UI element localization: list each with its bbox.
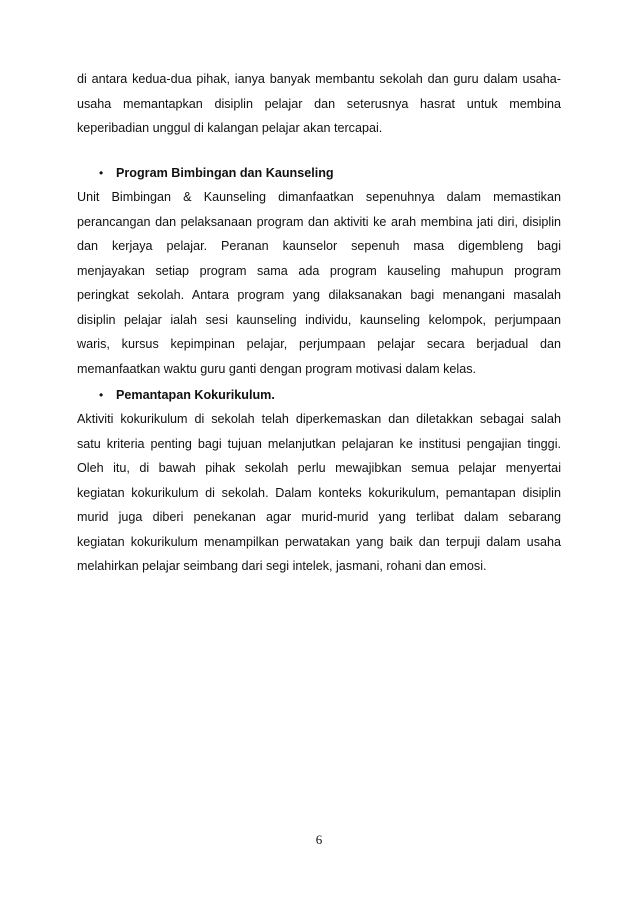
bullet-icon: • (99, 388, 104, 402)
section-body-kokurikulum (77, 407, 561, 579)
section-heading-kokurikulum (77, 383, 561, 408)
paragraph-line: kegiatan kokurikulum di sekolah. Dalam konteks kokurikulum, pemantapan disiplin (77, 485, 561, 500)
paragraph-line: di antara kedua-dua pihak, ianya banyak membantu sekolah dan guru dalam usaha- (77, 72, 561, 86)
paragraph-line: usaha memantapkan disiplin pelajar dan seterusnya hasrat untuk membina (77, 96, 561, 111)
paragraph-line: dan kerjaya pelajar. Peranan kaunselor sepenuh masa digembleng bagi (77, 239, 561, 253)
section-body-bimbingan (77, 185, 561, 381)
paragraph-line: memanfaatkan waktu guru ganti dengan program motivasi dalam kelas. (77, 361, 477, 376)
section-heading-bimbingan (77, 161, 561, 186)
intro-paragraph (77, 67, 561, 141)
paragraph-line: menjayakan setiap program sama ada program kauseling mahupun program (77, 263, 561, 278)
paragraph-line: Aktiviti kokurikulum di sekolah telah diperkemaskan dan diletakkan sebagai salah (77, 412, 561, 426)
section-heading-text: Program Bimbingan dan Kaunseling (116, 166, 334, 180)
paragraph-line: Unit Bimbingan & Kaunseling dimanfaatkan sepenuhnya dalam memastikan (77, 190, 561, 204)
paragraph-line: Oleh itu, di bawah pihak sekolah perlu mewajibkan semua pelajar menyertai (77, 461, 561, 475)
paragraph-line: disiplin pelajar ialah sesi kaunseling individu, kaunseling kelompok, perjumpaan (77, 312, 561, 327)
paragraph-line: murid juga diberi penekanan agar murid-murid yang terlibat dalam sebarang (77, 510, 561, 524)
bullet-icon: • (99, 166, 104, 180)
paragraph-line: perancangan dan pelaksanaan program dan aktiviti ke arah membina jati diri, disiplin (77, 214, 561, 229)
page-number: 6 (315, 832, 323, 847)
paragraph-line: kegiatan kokurikulum menampilkan perwatakan yang baik dan terpuji dalam usaha (77, 534, 561, 549)
paragraph-line: waris, kursus kepimpinan pelajar, perjumpaan pelajar secara berjadual dan (77, 337, 561, 351)
paragraph-line: peringkat sekolah. Antara program yang dilaksanakan bagi menangani masalah (77, 288, 561, 302)
paragraph-line: melahirkan pelajar seimbang dari segi intelek, jasmani, rohani dan emosi. (77, 559, 487, 573)
paragraph-line: keperibadian unggul di kalangan pelajar akan tercapai. (77, 121, 383, 135)
section-heading-text: Pemantapan Kokurikulum. (116, 388, 275, 402)
paragraph-line: satu kriteria penting bagi tujuan melanjutkan pelajaran ke institusi pengajian tinggi. (77, 436, 561, 451)
